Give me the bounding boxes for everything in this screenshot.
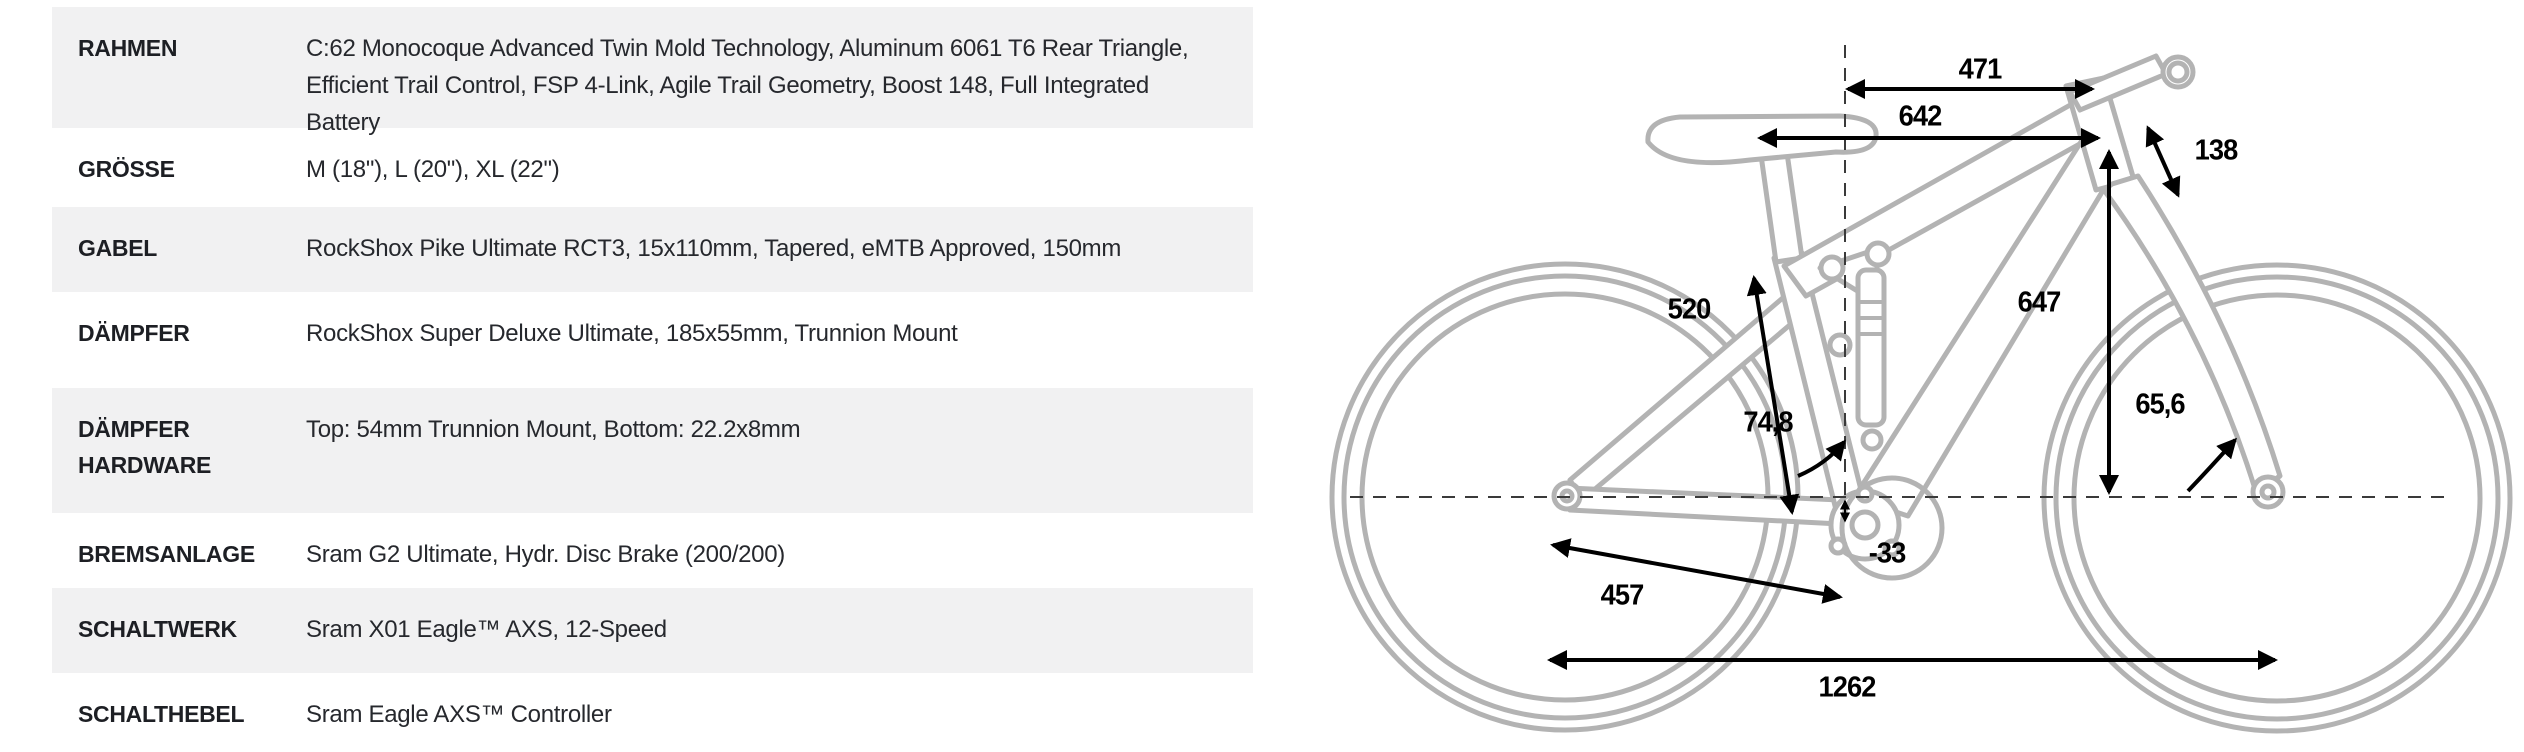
spec-table xyxy=(52,7,1253,752)
spec-label: RAHMEN xyxy=(78,35,178,61)
table-row xyxy=(52,7,1253,136)
spec-label: GRÖSSE xyxy=(78,156,175,182)
seatpost xyxy=(1760,146,1802,262)
spec-label: DÄMPFER HARDWARE xyxy=(78,416,212,478)
dim-label-top-tube: 642 xyxy=(1898,100,1942,133)
table-row xyxy=(52,207,1253,292)
spec-value: C:62 Monocoque Advanced Twin Mold Technology, Aluminum 6061 T6 Rear Triangle, Efficient Trail Control, FSP 4-Link, Agile Trail Geometry, Boost 148, Full Integrated Battery xyxy=(306,35,1189,136)
spec-label: SCHALTWERK xyxy=(78,616,237,642)
table-row xyxy=(52,388,1253,513)
dim-label-seat-angle: 74,8 xyxy=(1743,406,1793,439)
spec-value: RockShox Pike Ultimate RCT3, 15x110mm, Tapered, eMTB Approved, 150mm xyxy=(306,235,1122,262)
head-angle-arc-arrow xyxy=(2188,440,2235,491)
dim-label-reach: 471 xyxy=(1958,53,2002,86)
rear-shock xyxy=(1858,270,1884,425)
table-row xyxy=(52,588,1253,673)
spec-value: M (18"), L (20"), XL (22") xyxy=(306,156,560,183)
chainstay-arrow xyxy=(1553,545,1840,597)
spec-value: Sram X01 Eagle™ AXS, 12-Speed xyxy=(306,616,667,643)
dim-label-seat-tube: 520 xyxy=(1667,293,1711,326)
dim-label-wheelbase: 1262 xyxy=(1818,671,1876,704)
table-row xyxy=(52,673,1253,752)
dim-label-chainstay: 457 xyxy=(1600,579,1644,612)
dim-label-head-angle: 65,6 xyxy=(2135,388,2185,421)
spec-label: DÄMPFER xyxy=(78,320,190,346)
spec-label: GABEL xyxy=(78,235,158,261)
spec-value: Sram Eagle AXS™ Controller xyxy=(306,701,612,728)
dim-label-bb-drop: -33 xyxy=(1868,537,1906,570)
table-row xyxy=(52,292,1253,388)
bottom-bracket xyxy=(1852,512,1878,538)
table-row xyxy=(52,513,1253,588)
spec-label: BREMSANLAGE xyxy=(78,541,255,567)
spec-value: Sram G2 Ultimate, Hydr. Disc Brake (200/200) xyxy=(306,541,785,568)
spec-value: Top: 54mm Trunnion Mount, Bottom: 22.2x8mm xyxy=(306,416,801,443)
spec-label: SCHALTHEBEL xyxy=(78,701,245,727)
geometry-diagram xyxy=(1280,0,2524,752)
dim-label-head-tube: 138 xyxy=(2194,134,2238,167)
dim-label-stack: 647 xyxy=(2017,286,2061,319)
spec-value: RockShox Super Deluxe Ultimate, 185x55mm, Trunnion Mount xyxy=(306,320,958,347)
head-tube-arrow xyxy=(2148,128,2178,195)
